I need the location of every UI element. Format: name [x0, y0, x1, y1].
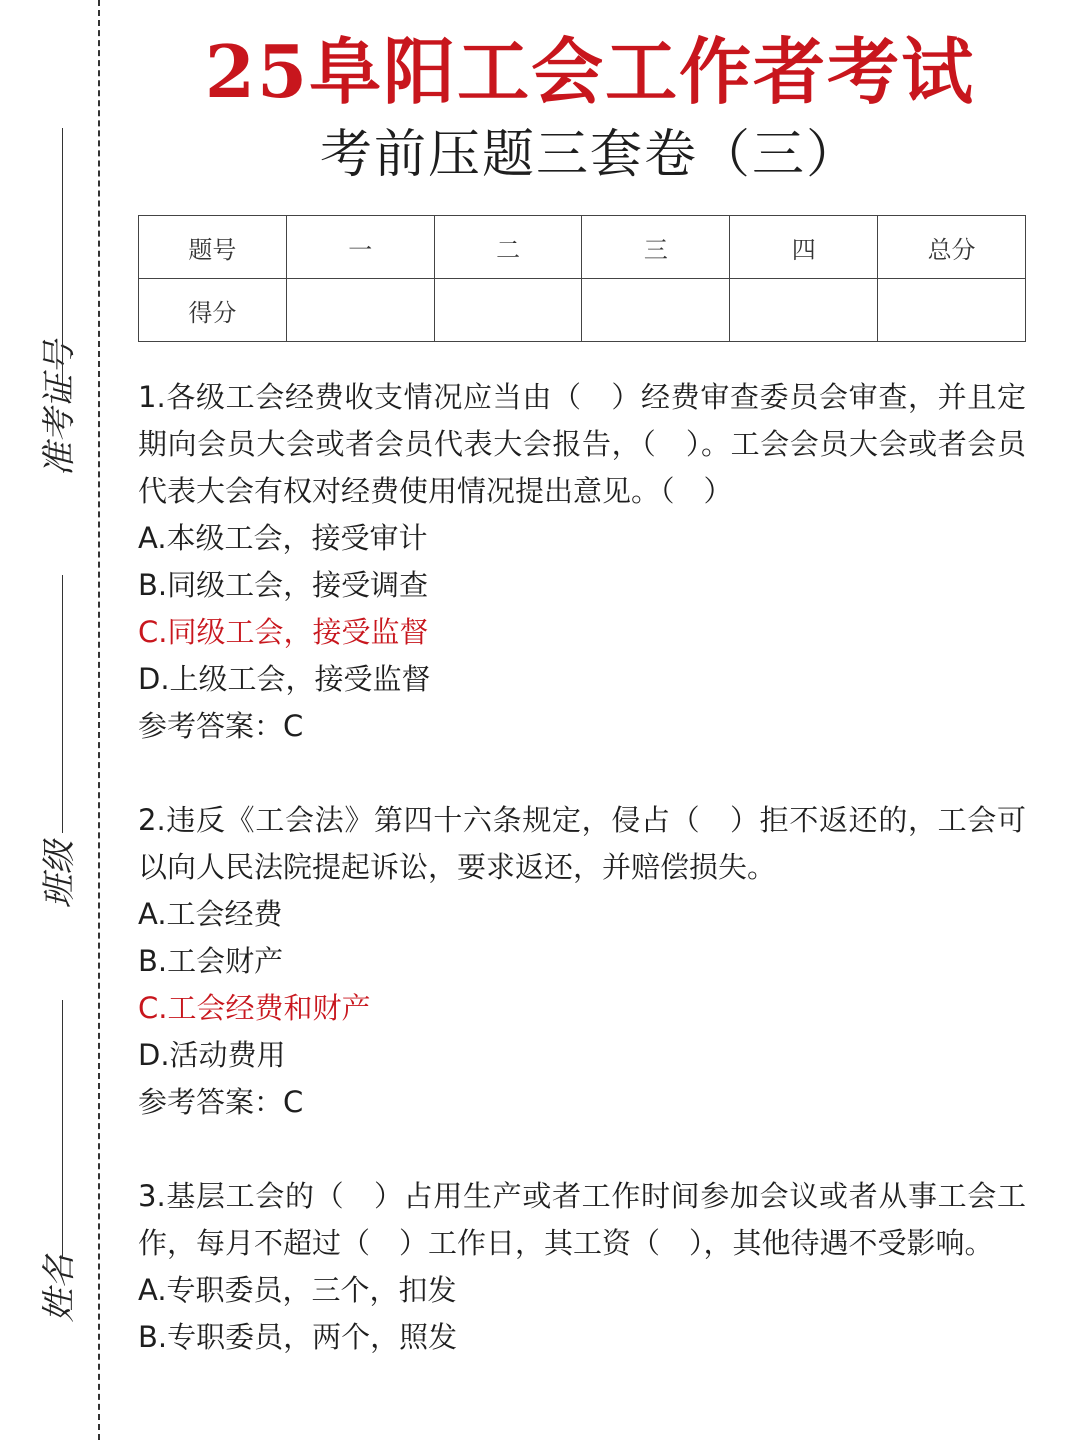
score-table-header-row	[139, 216, 1026, 279]
score-table-score-row	[139, 279, 1026, 342]
score-input-cell[interactable]	[582, 279, 730, 342]
table-cell: 二	[434, 216, 582, 279]
reference-answer: 参考答案：C	[138, 709, 304, 743]
option-b: B.同级工会，接受调查	[138, 568, 429, 602]
table-cell: 四	[730, 216, 878, 279]
class-label: 班级	[39, 840, 80, 909]
score-input-cell[interactable]	[878, 279, 1026, 342]
page-title: 25阜阳工会工作者考试	[204, 29, 976, 114]
exam-number-label: 准考证号	[39, 340, 80, 477]
name-line	[62, 1000, 63, 1258]
option-a: A.本级工会，接受审计	[138, 521, 428, 555]
option-d: D.上级工会，接受监督	[138, 662, 431, 696]
score-input-cell[interactable]	[434, 279, 582, 342]
binding-cut-line	[98, 0, 100, 1440]
page-subtitle: 考前压题三套卷（三）	[319, 125, 860, 185]
table-cell: 得分	[139, 279, 287, 342]
score-input-cell[interactable]	[286, 279, 434, 342]
table-cell: 题号	[139, 216, 287, 279]
question-stem: 2.违反《工会法》第四十六条规定，侵占（ ）拒不返还的，工会可以向人民法院提起诉讼，要求返还，并赔偿损失。	[138, 803, 1026, 884]
question-stem: 1.各级工会经费收支情况应当由（ ）经费审查委员会审查，并且定期向会员大会或者会员代表大会报告，（ ）。工会会员大会或者会员代表大会有权对经费使用情况提出意见。（ ）	[138, 380, 1026, 508]
option-d: D.活动费用	[138, 1038, 286, 1072]
question-list	[138, 374, 1026, 1408]
score-table	[138, 215, 1026, 342]
table-cell: 三	[582, 216, 730, 279]
exam-number-line	[62, 128, 63, 398]
option-c-correct: C.同级工会，接受监督	[138, 615, 429, 649]
question-1	[138, 374, 1026, 750]
name-label: 姓名	[39, 1254, 80, 1323]
score-input-cell[interactable]	[730, 279, 878, 342]
table-cell: 一	[286, 216, 434, 279]
class-line	[62, 575, 63, 833]
option-a: A.专职委员，三个，扣发	[138, 1273, 457, 1307]
reference-answer: 参考答案：C	[138, 1085, 304, 1119]
option-b: B.专职委员，两个，照发	[138, 1320, 458, 1354]
option-b: B.工会财产	[138, 944, 284, 978]
question-2	[138, 797, 1026, 1126]
question-stem: 3.基层工会的（ ）占用生产或者工作时间参加会议或者从事工会工作，每月不超过（ ）工作日，其工资（ ），其他待遇不受影响。	[138, 1179, 1026, 1260]
option-c-correct: C.工会经费和财产	[138, 991, 371, 1025]
table-cell: 总分	[878, 216, 1026, 279]
question-3	[138, 1173, 1026, 1361]
option-a: A.工会经费	[138, 897, 283, 931]
